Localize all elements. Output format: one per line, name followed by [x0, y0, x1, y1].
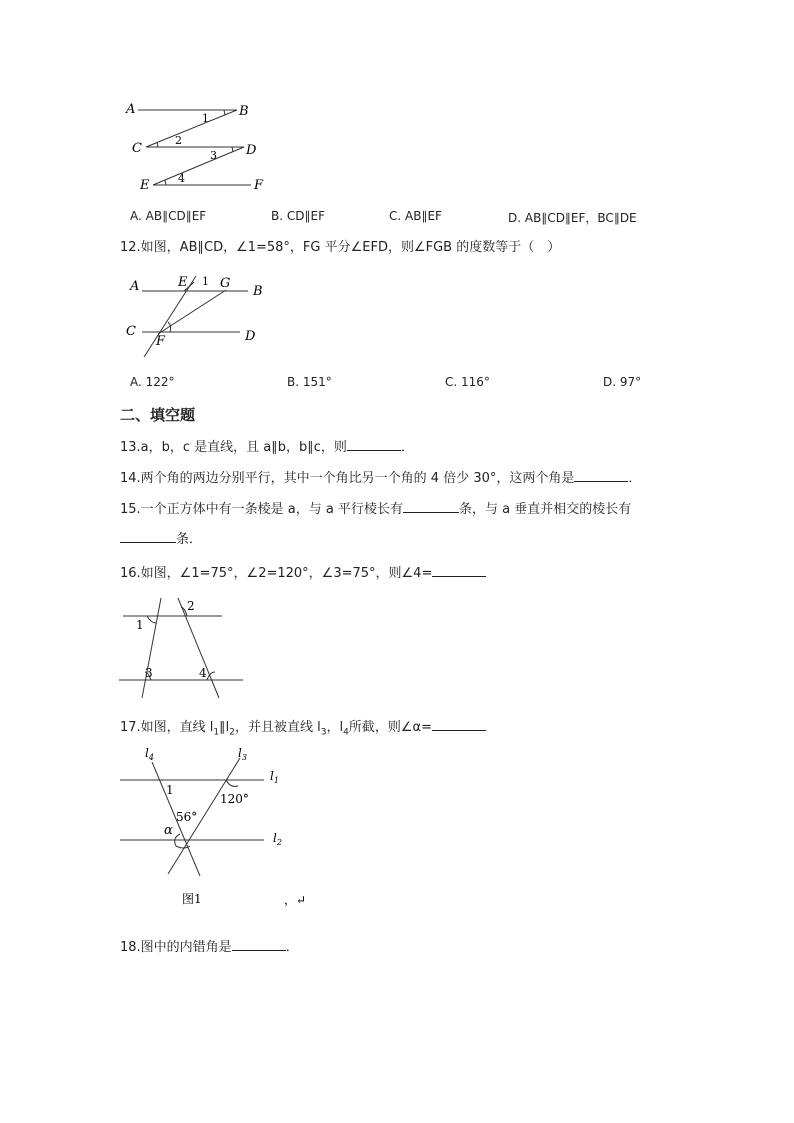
angle-mark-1 — [147, 616, 156, 623]
label-e: E — [140, 178, 150, 193]
q17-sub-1: 1 — [213, 727, 220, 738]
angle-56-label: 56° — [176, 810, 198, 824]
figure-q12 — [120, 268, 280, 363]
angle-120-label: 120° — [220, 792, 249, 806]
transversal-ef — [144, 276, 196, 357]
angle-4-label: 4 — [199, 666, 207, 680]
angle-2-label: 2 — [175, 134, 182, 147]
figure-caption: 图1 — [182, 892, 202, 906]
angle-3-label: 3 — [210, 149, 217, 162]
angle-4-label: 4 — [178, 172, 185, 185]
q17-sub-3: 3 — [320, 727, 327, 738]
q15-text-b: 条，与 a 垂直并相交的棱长有 — [459, 502, 632, 517]
q14-answer-blank[interactable] — [574, 469, 628, 482]
q14-text: 14.两个角的两边分别平行，其中一个角比另一个角的 4 倍少 30°，这两个角是 — [120, 471, 575, 486]
q12-option-c[interactable]: C. 116° — [445, 375, 490, 389]
label-l1: $l_1$ — [270, 769, 279, 785]
q13-answer-blank[interactable] — [347, 438, 401, 451]
angle-mark-e — [165, 180, 166, 185]
q17-text-a: 17.如图，直线 l — [120, 720, 214, 735]
q18-text: 18.图中的内错角是 — [120, 940, 232, 955]
angle-mark-d — [232, 147, 233, 152]
q13-end: ． — [400, 440, 414, 455]
line-bc — [146, 110, 237, 147]
label-f: F — [254, 178, 264, 193]
angle-mark-b — [224, 110, 225, 115]
label-d: D — [245, 329, 256, 344]
angle-2-label: 2 — [187, 599, 195, 613]
q18-question — [120, 938, 299, 956]
label-b: B — [253, 284, 263, 299]
angle-1-label: 1 — [166, 783, 174, 797]
label-a: A — [130, 279, 140, 294]
q13-question — [120, 438, 414, 456]
figure-q16 — [115, 592, 255, 702]
label-d: D — [246, 143, 257, 158]
q11-option-b[interactable]: B. CD∥EF — [271, 209, 325, 223]
q17-sub-4: 4 — [343, 727, 349, 738]
q17-text-d: ，l — [326, 720, 344, 735]
q17-question — [120, 718, 486, 741]
figure-q17 — [118, 742, 318, 912]
label-l2: $l_2$ — [273, 831, 282, 847]
q11-option-c[interactable]: C. AB∥EF — [389, 209, 442, 223]
q15-question-line2 — [120, 530, 202, 548]
angle-1-label: 1 — [136, 618, 144, 632]
label-f: F — [156, 334, 166, 349]
q17-sub-2: 2 — [229, 727, 236, 738]
q13-text: 13.a，b，c 是直线，且 a∥b，b∥c，则 — [120, 440, 347, 455]
q11-option-d[interactable]: D. AB∥CD∥EF，BC∥DE — [508, 211, 637, 225]
q18-end: ． — [285, 940, 299, 955]
q12-question: 12.如图，AB∥CD，∠1=58°，FG 平分∠EFD，则∠FGB 的度数等于（ ） — [120, 240, 561, 255]
angle-alpha-label: α — [164, 823, 173, 838]
q17-text-b: ∥l — [219, 720, 230, 735]
line-fg — [158, 290, 226, 334]
angle-1-label: 1 — [202, 112, 209, 125]
label-b: B — [239, 104, 249, 119]
label-c: C — [132, 141, 142, 156]
label-e: E — [178, 275, 188, 290]
q17-text-e: 所截，则∠α= — [348, 720, 432, 735]
q14-question — [120, 469, 641, 487]
q15-text-c: 条． — [176, 532, 203, 547]
q17-text-c: ，并且被直线 l — [235, 720, 321, 735]
transversal-left — [142, 598, 161, 698]
q12-option-b[interactable]: B. 151° — [287, 375, 332, 389]
transversal-right — [178, 598, 219, 698]
angle-1-label: 1 — [202, 275, 209, 288]
label-c: C — [126, 324, 136, 339]
angle-3-label: 3 — [145, 666, 153, 680]
q14-end: ． — [628, 471, 642, 486]
q11-option-a[interactable]: A. AB∥CD∥EF — [130, 209, 207, 223]
q12-option-d[interactable]: D. 97° — [603, 375, 642, 389]
q15-text-a: 15.一个正方体中有一条棱是 a，与 a 平行棱长有 — [120, 502, 404, 517]
q15-answer-blank-2[interactable] — [120, 530, 176, 543]
trailing-mark: ，↵ — [284, 893, 307, 907]
label-l3: $l_3$ — [238, 746, 247, 762]
q15-question-line1 — [120, 500, 631, 518]
angle-mark-c — [157, 142, 158, 147]
figure-q11 — [120, 98, 280, 198]
section-title: 二、填空题 — [120, 406, 196, 424]
q12-option-a[interactable]: A. 122° — [130, 375, 175, 389]
angle-mark-120 — [226, 780, 238, 786]
label-g: G — [220, 276, 231, 291]
line-de — [153, 147, 244, 185]
label-l4: $l_4$ — [145, 746, 154, 762]
q16-question — [120, 564, 486, 582]
q16-text: 16.如图，∠1=75°，∠2=120°，∠3=75°，则∠4= — [120, 566, 433, 581]
q16-answer-blank[interactable] — [432, 564, 486, 577]
q18-answer-blank[interactable] — [232, 938, 286, 951]
q15-answer-blank-1[interactable] — [403, 500, 459, 513]
q17-answer-blank[interactable] — [432, 718, 486, 731]
label-a: A — [126, 102, 136, 117]
